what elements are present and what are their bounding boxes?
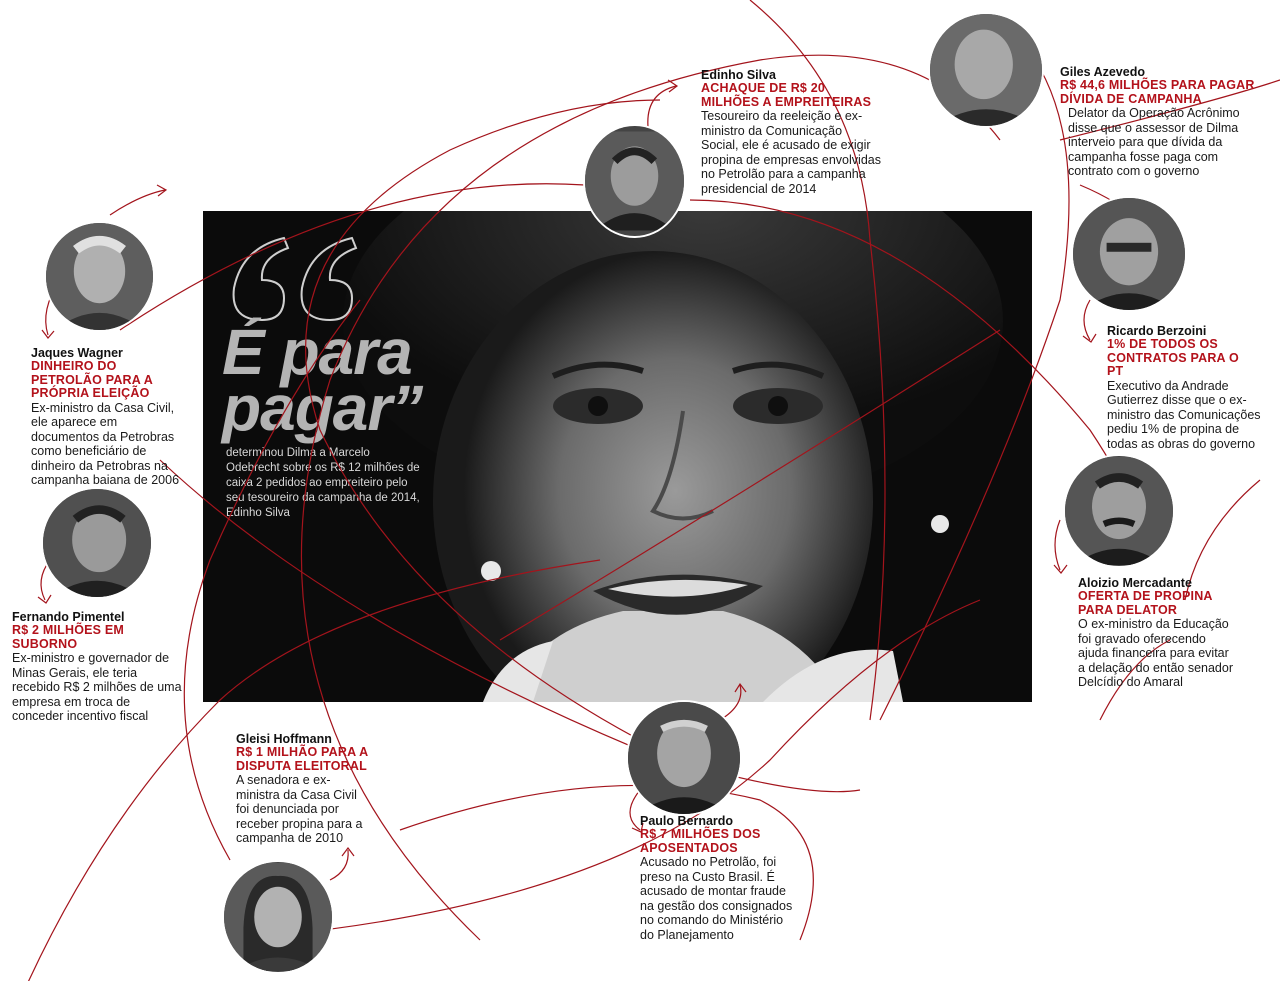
person-headline: 1% DE TODOS OS CONTRATOS PARA O PT <box>1107 337 1239 378</box>
avatar-jaques-wagner <box>44 221 155 332</box>
person-icon <box>46 223 153 330</box>
person-headline: R$ 7 MILHÕES DOS APOSENTADOS <box>640 827 761 855</box>
person-headline: DINHEIRO DO PETROLÃO PARA A PRÓPRIA ELEIÇÃO <box>31 359 153 400</box>
person-headline: OFERTA DE PROPINA PARA DELATOR <box>1078 589 1213 617</box>
person-icon <box>585 126 684 236</box>
avatar-ricardo-berzoini <box>1071 196 1187 312</box>
person-name: Edinho Silva <box>701 68 777 82</box>
person-ricardo-berzoini <box>1107 324 1267 451</box>
avatar-fernando-pimentel <box>41 487 153 599</box>
quote-caption: determinou Dilma a Marcelo Odebrecht sobre os R$ 12 milhões de caixa 2 pedidos ao empreiteiro pelo seu tesoureiro da campanha de 2014, Edinho Silva <box>226 447 420 519</box>
person-giles-azevedo <box>1060 65 1260 179</box>
quote-line-2-text: pagar <box>222 372 392 444</box>
avatar-gleisi-hoffmann <box>222 860 334 974</box>
person-description: O ex-ministro da Educação foi gravado oferecendo ajuda financeira para evitar a delação do então senador Delcídio do Amaral <box>1078 617 1233 690</box>
quote-line-2 <box>222 372 423 444</box>
person-description: Ex-ministro e governador de Minas Gerais, ele teria recebido R$ 2 milhões de uma empresa em troca de conceder incentivo fiscal <box>12 651 182 724</box>
person-aloizio-mercadante <box>1078 576 1248 690</box>
avatar-paulo-bernardo <box>626 700 742 816</box>
person-gleisi-hoffmann <box>236 732 376 846</box>
person-name: Jaques Wagner <box>31 346 123 360</box>
person-paulo-bernardo <box>640 814 810 943</box>
person-edinho-silva <box>701 68 881 197</box>
person-headline: R$ 1 MILHÃO PARA A DISPUTA ELEITORAL <box>236 745 368 773</box>
open-quote-icon <box>222 228 372 328</box>
person-description: Executivo da Andrade Gutierrez disse que o ex-ministro das Comunicações pediu 1% de propina de todas as obras do governo <box>1107 378 1261 451</box>
person-description: A senadora e ex-ministra da Casa Civil foi denunciada por receber propina para a campanha de 2010 <box>236 773 363 846</box>
person-headline: R$ 44,6 MILHÕES PARA PAGAR DÍVIDA DE CAMPANHA <box>1060 78 1255 106</box>
person-icon <box>43 489 151 597</box>
quote-line-1: É para <box>222 316 412 388</box>
person-name: Giles Azevedo <box>1060 65 1145 79</box>
person-description: Acusado no Petrolão, foi preso na Custo Brasil. É acusado de montar fraude na gestão dos consignados no comando do Ministério do Planejamento <box>640 855 793 942</box>
avatar-giles-azevedo <box>928 12 1044 128</box>
person-name: Ricardo Berzoini <box>1107 324 1207 338</box>
person-description: Ex-ministro da Casa Civil, ele aparece em documentos da Petrobras como beneficiário de dinheiro da Petrobras na campanha baiana de 2006 <box>31 400 180 488</box>
person-headline: ACHAQUE DE R$ 20 MILHÕES A EMPREITEIRAS <box>701 81 872 109</box>
person-name: Aloizio Mercadante <box>1078 576 1192 590</box>
person-name: Paulo Bernardo <box>640 814 734 828</box>
person-description: Tesoureiro da reeleição e ex-ministro da Comunicação Social, ele é acusado de exigir propina de empresas envolvidas no Petrolão para a campanha presidencial de 2014 <box>701 109 881 196</box>
person-fernando-pimentel <box>12 610 192 724</box>
person-jaques-wagner <box>31 346 191 488</box>
person-name: Gleisi Hoffmann <box>236 732 332 746</box>
person-icon <box>224 862 332 972</box>
person-icon <box>1065 456 1173 566</box>
person-icon <box>1073 198 1185 310</box>
person-description: Delator da Operação Acrônimo disse que o assessor de Dilma interveio para que dívida da campanha fosse paga com contrato com o governo <box>1068 106 1240 179</box>
person-headline: R$ 2 MILHÕES EM SUBORNO <box>12 623 125 651</box>
avatar-aloizio-mercadante <box>1063 454 1175 568</box>
person-name: Fernando Pimentel <box>12 610 125 624</box>
close-quote-mark: ” <box>391 372 423 444</box>
person-icon <box>930 14 1042 126</box>
person-icon <box>628 702 740 814</box>
avatar-edinho-silva <box>583 124 686 238</box>
